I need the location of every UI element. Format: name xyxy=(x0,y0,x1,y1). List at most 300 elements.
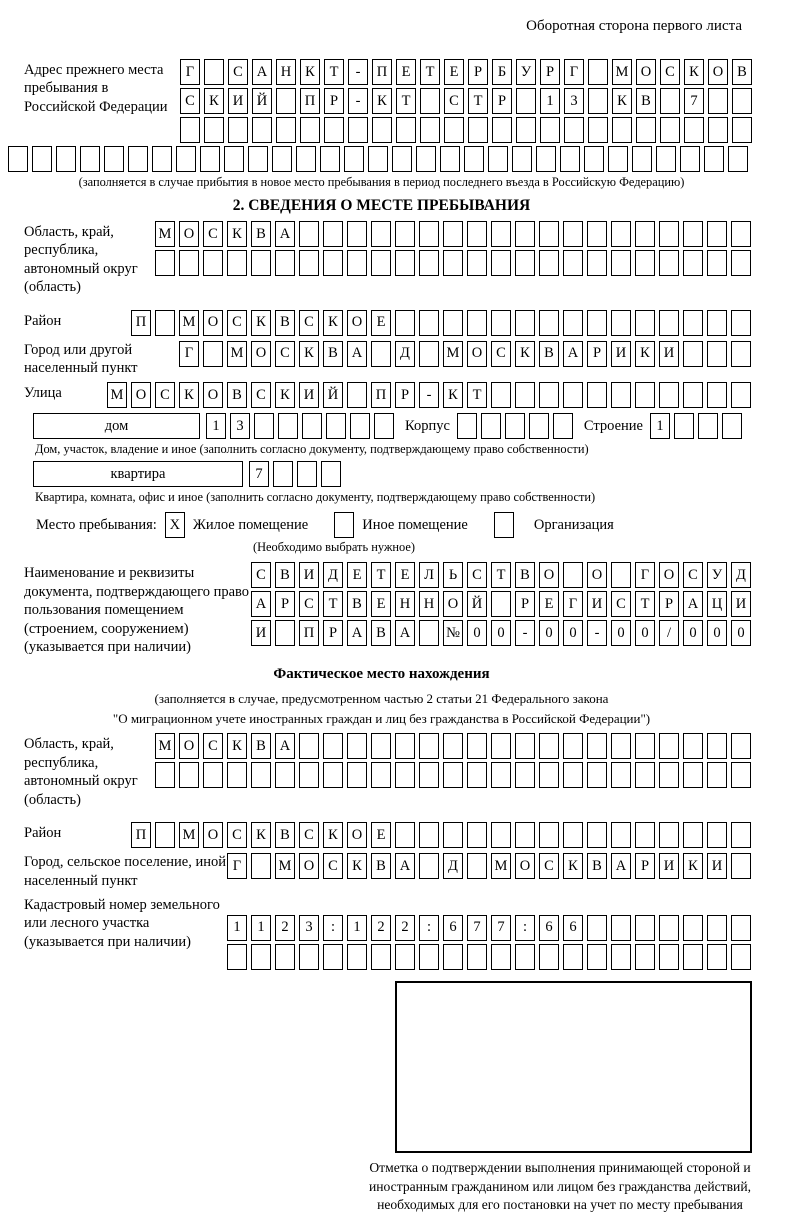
char-cell[interactable] xyxy=(491,822,511,848)
char-cell[interactable] xyxy=(324,117,344,143)
char-cell[interactable]: 3 xyxy=(564,88,584,114)
char-cell[interactable] xyxy=(323,762,343,788)
char-cell[interactable]: О xyxy=(587,562,607,588)
char-cell[interactable] xyxy=(419,822,439,848)
char-cell[interactable]: М xyxy=(155,733,175,759)
char-cell[interactable] xyxy=(467,310,487,336)
char-cell[interactable] xyxy=(488,146,508,172)
char-cell[interactable] xyxy=(372,117,392,143)
char-cell[interactable] xyxy=(707,310,727,336)
char-cell[interactable]: В xyxy=(371,620,391,646)
char-cell[interactable]: 1 xyxy=(540,88,560,114)
char-cell[interactable]: С xyxy=(660,59,680,85)
char-cell[interactable] xyxy=(323,944,343,970)
char-cell[interactable] xyxy=(396,117,416,143)
char-cell[interactable] xyxy=(587,944,607,970)
char-cell[interactable] xyxy=(656,146,676,172)
char-cell[interactable] xyxy=(732,117,752,143)
char-cell[interactable] xyxy=(347,944,367,970)
char-cell[interactable] xyxy=(374,413,394,439)
char-cell[interactable] xyxy=(272,146,292,172)
char-cell[interactable] xyxy=(468,117,488,143)
char-cell[interactable] xyxy=(587,915,607,941)
char-cell[interactable] xyxy=(491,382,511,408)
char-cell[interactable]: П xyxy=(372,59,392,85)
char-cell[interactable]: А xyxy=(275,221,295,247)
char-cell[interactable] xyxy=(275,620,295,646)
char-cell[interactable] xyxy=(443,822,463,848)
char-cell[interactable] xyxy=(350,413,370,439)
char-cell[interactable]: В xyxy=(732,59,752,85)
char-cell[interactable] xyxy=(731,915,751,941)
char-cell[interactable] xyxy=(707,762,727,788)
char-cell[interactable]: С xyxy=(491,341,511,367)
char-cell[interactable] xyxy=(659,310,679,336)
char-cell[interactable] xyxy=(587,382,607,408)
char-cell[interactable]: : xyxy=(515,915,535,941)
char-cell[interactable] xyxy=(395,822,415,848)
char-cell[interactable] xyxy=(275,762,295,788)
char-cell[interactable] xyxy=(515,382,535,408)
char-cell[interactable] xyxy=(515,733,535,759)
char-cell[interactable] xyxy=(224,146,244,172)
char-cell[interactable]: 1 xyxy=(650,413,670,439)
char-cell[interactable] xyxy=(587,250,607,276)
char-cell[interactable]: / xyxy=(659,620,679,646)
char-cell[interactable] xyxy=(297,461,317,487)
char-cell[interactable]: О xyxy=(659,562,679,588)
char-cell[interactable] xyxy=(680,146,700,172)
char-cell[interactable] xyxy=(563,562,583,588)
char-cell[interactable]: К xyxy=(372,88,392,114)
char-cell[interactable] xyxy=(612,117,632,143)
char-cell[interactable]: Г xyxy=(635,562,655,588)
char-cell[interactable] xyxy=(539,250,559,276)
char-cell[interactable] xyxy=(395,944,415,970)
char-cell[interactable] xyxy=(683,221,703,247)
char-cell[interactable]: Д xyxy=(323,562,343,588)
char-cell[interactable]: Г xyxy=(227,853,247,879)
char-cell[interactable] xyxy=(515,221,535,247)
char-cell[interactable] xyxy=(419,944,439,970)
char-cell[interactable]: И xyxy=(707,853,727,879)
char-cell[interactable] xyxy=(707,915,727,941)
char-cell[interactable] xyxy=(635,733,655,759)
char-cell[interactable]: М xyxy=(443,341,463,367)
char-cell[interactable]: А xyxy=(347,341,367,367)
char-cell[interactable]: Н xyxy=(419,591,439,617)
char-cell[interactable]: В xyxy=(251,221,271,247)
char-cell[interactable] xyxy=(563,382,583,408)
char-cell[interactable] xyxy=(635,221,655,247)
char-cell[interactable]: О xyxy=(179,221,199,247)
char-cell[interactable] xyxy=(467,853,487,879)
char-cell[interactable]: О xyxy=(347,310,367,336)
char-cell[interactable] xyxy=(491,591,511,617)
char-cell[interactable]: Е xyxy=(371,822,391,848)
char-cell[interactable]: 0 xyxy=(683,620,703,646)
char-cell[interactable]: - xyxy=(515,620,535,646)
char-cell[interactable]: Е xyxy=(396,59,416,85)
char-cell[interactable]: К xyxy=(251,310,271,336)
char-cell[interactable]: Н xyxy=(395,591,415,617)
char-cell[interactable]: О xyxy=(515,853,535,879)
char-cell[interactable] xyxy=(467,944,487,970)
char-cell[interactable] xyxy=(323,733,343,759)
char-cell[interactable]: С xyxy=(203,733,223,759)
char-cell[interactable]: В xyxy=(275,562,295,588)
char-cell[interactable]: Ц xyxy=(707,591,727,617)
char-cell[interactable]: Т xyxy=(468,88,488,114)
char-cell[interactable]: Р xyxy=(515,591,535,617)
char-cell[interactable]: М xyxy=(227,341,247,367)
char-cell[interactable] xyxy=(227,944,247,970)
char-cell[interactable] xyxy=(588,88,608,114)
char-cell[interactable] xyxy=(248,146,268,172)
char-cell[interactable] xyxy=(539,221,559,247)
char-cell[interactable] xyxy=(395,733,415,759)
char-cell[interactable] xyxy=(344,146,364,172)
char-cell[interactable]: 0 xyxy=(707,620,727,646)
char-cell[interactable] xyxy=(276,117,296,143)
char-cell[interactable] xyxy=(419,221,439,247)
char-cell[interactable] xyxy=(539,944,559,970)
char-cell[interactable]: С xyxy=(251,382,271,408)
char-cell[interactable] xyxy=(155,822,175,848)
char-cell[interactable]: Й xyxy=(323,382,343,408)
char-cell[interactable] xyxy=(443,733,463,759)
char-cell[interactable]: М xyxy=(275,853,295,879)
char-cell[interactable] xyxy=(563,250,583,276)
char-cell[interactable]: 3 xyxy=(299,915,319,941)
char-cell[interactable] xyxy=(155,250,175,276)
char-cell[interactable] xyxy=(80,146,100,172)
char-cell[interactable] xyxy=(443,250,463,276)
char-cell[interactable] xyxy=(299,221,319,247)
char-cell[interactable] xyxy=(529,413,549,439)
char-cell[interactable] xyxy=(515,310,535,336)
char-cell[interactable] xyxy=(659,733,679,759)
char-cell[interactable] xyxy=(320,146,340,172)
char-cell[interactable]: П xyxy=(371,382,391,408)
char-cell[interactable] xyxy=(684,117,704,143)
char-cell[interactable] xyxy=(392,146,412,172)
char-cell[interactable]: Й xyxy=(252,88,272,114)
char-cell[interactable]: В xyxy=(251,733,271,759)
char-cell[interactable] xyxy=(512,146,532,172)
char-cell[interactable]: Р xyxy=(275,591,295,617)
char-cell[interactable]: О xyxy=(708,59,728,85)
char-cell[interactable] xyxy=(300,117,320,143)
char-cell[interactable] xyxy=(635,310,655,336)
char-cell[interactable] xyxy=(228,117,248,143)
char-cell[interactable]: Т xyxy=(420,59,440,85)
char-cell[interactable]: Д xyxy=(443,853,463,879)
char-cell[interactable] xyxy=(56,146,76,172)
char-cell[interactable]: М xyxy=(107,382,127,408)
char-cell[interactable] xyxy=(683,762,703,788)
char-cell[interactable] xyxy=(203,250,223,276)
char-cell[interactable]: К xyxy=(515,341,535,367)
char-cell[interactable] xyxy=(8,146,28,172)
char-cell[interactable] xyxy=(491,944,511,970)
char-cell[interactable] xyxy=(440,146,460,172)
char-cell[interactable] xyxy=(683,944,703,970)
char-cell[interactable] xyxy=(515,762,535,788)
char-cell[interactable] xyxy=(708,117,728,143)
char-cell[interactable]: Е xyxy=(371,310,391,336)
char-cell[interactable]: С xyxy=(467,562,487,588)
char-cell[interactable] xyxy=(419,341,439,367)
char-cell[interactable]: С xyxy=(683,562,703,588)
char-cell[interactable] xyxy=(203,341,223,367)
char-cell[interactable]: К xyxy=(275,382,295,408)
char-cell[interactable]: К xyxy=(443,382,463,408)
char-cell[interactable] xyxy=(371,221,391,247)
char-cell[interactable] xyxy=(587,822,607,848)
char-cell[interactable] xyxy=(443,762,463,788)
char-cell[interactable] xyxy=(683,915,703,941)
char-cell[interactable] xyxy=(371,341,391,367)
char-cell[interactable] xyxy=(481,413,501,439)
char-cell[interactable] xyxy=(659,822,679,848)
char-cell[interactable]: О xyxy=(203,382,223,408)
char-cell[interactable] xyxy=(348,117,368,143)
char-cell[interactable]: С xyxy=(323,853,343,879)
char-cell[interactable]: М xyxy=(155,221,175,247)
char-cell[interactable] xyxy=(563,822,583,848)
char-cell[interactable] xyxy=(731,733,751,759)
char-cell[interactable] xyxy=(419,310,439,336)
char-cell[interactable]: 0 xyxy=(539,620,559,646)
char-cell[interactable] xyxy=(419,762,439,788)
char-cell[interactable] xyxy=(539,762,559,788)
char-cell[interactable]: В xyxy=(539,341,559,367)
char-cell[interactable]: 1 xyxy=(206,413,226,439)
char-cell[interactable]: И xyxy=(659,341,679,367)
char-cell[interactable] xyxy=(731,853,751,879)
char-cell[interactable] xyxy=(128,146,148,172)
char-cell[interactable]: 1 xyxy=(347,915,367,941)
char-cell[interactable] xyxy=(254,413,274,439)
char-cell[interactable] xyxy=(707,733,727,759)
char-cell[interactable]: Л xyxy=(419,562,439,588)
char-cell[interactable] xyxy=(636,117,656,143)
char-cell[interactable]: С xyxy=(275,341,295,367)
char-cell[interactable]: К xyxy=(204,88,224,114)
char-cell[interactable]: В xyxy=(227,382,247,408)
char-cell[interactable] xyxy=(707,221,727,247)
char-cell[interactable]: К xyxy=(299,341,319,367)
char-cell[interactable]: М xyxy=(612,59,632,85)
char-cell[interactable]: Т xyxy=(324,59,344,85)
char-cell[interactable] xyxy=(444,117,464,143)
char-cell[interactable] xyxy=(660,88,680,114)
char-cell[interactable]: О xyxy=(131,382,151,408)
char-cell[interactable]: - xyxy=(419,382,439,408)
char-cell[interactable]: К xyxy=(179,382,199,408)
char-cell[interactable] xyxy=(588,117,608,143)
char-cell[interactable] xyxy=(732,88,752,114)
char-cell[interactable]: 0 xyxy=(491,620,511,646)
char-cell[interactable]: П xyxy=(300,88,320,114)
char-cell[interactable] xyxy=(608,146,628,172)
char-cell[interactable] xyxy=(371,944,391,970)
char-cell[interactable] xyxy=(536,146,556,172)
char-cell[interactable] xyxy=(176,146,196,172)
char-cell[interactable] xyxy=(371,733,391,759)
char-cell[interactable] xyxy=(179,762,199,788)
char-cell[interactable]: 7 xyxy=(249,461,269,487)
char-cell[interactable] xyxy=(731,221,751,247)
char-cell[interactable] xyxy=(251,944,271,970)
char-cell[interactable] xyxy=(611,762,631,788)
char-cell[interactable] xyxy=(347,221,367,247)
char-cell[interactable]: Р xyxy=(395,382,415,408)
char-cell[interactable] xyxy=(321,461,341,487)
char-cell[interactable]: И xyxy=(299,382,319,408)
char-cell[interactable] xyxy=(587,310,607,336)
char-cell[interactable] xyxy=(540,117,560,143)
char-cell[interactable]: О xyxy=(203,822,223,848)
char-cell[interactable]: П xyxy=(299,620,319,646)
char-cell[interactable]: Ь xyxy=(443,562,463,588)
char-cell[interactable] xyxy=(200,146,220,172)
char-cell[interactable] xyxy=(467,250,487,276)
char-cell[interactable] xyxy=(275,944,295,970)
char-cell[interactable]: Т xyxy=(635,591,655,617)
char-cell[interactable]: 0 xyxy=(635,620,655,646)
char-cell[interactable] xyxy=(155,310,175,336)
char-cell[interactable] xyxy=(299,733,319,759)
char-cell[interactable] xyxy=(347,733,367,759)
char-cell[interactable] xyxy=(708,88,728,114)
stay-type-checkbox-other[interactable] xyxy=(334,512,354,538)
char-cell[interactable] xyxy=(516,88,536,114)
char-cell[interactable]: С xyxy=(227,310,247,336)
char-cell[interactable]: Р xyxy=(324,88,344,114)
char-cell[interactable] xyxy=(659,250,679,276)
char-cell[interactable] xyxy=(707,822,727,848)
char-cell[interactable] xyxy=(419,853,439,879)
char-cell[interactable] xyxy=(611,733,631,759)
char-cell[interactable]: М xyxy=(179,822,199,848)
char-cell[interactable] xyxy=(155,762,175,788)
char-cell[interactable]: Р xyxy=(492,88,512,114)
char-cell[interactable]: 3 xyxy=(230,413,250,439)
char-cell[interactable]: 0 xyxy=(731,620,751,646)
char-cell[interactable]: С xyxy=(539,853,559,879)
char-cell[interactable] xyxy=(722,413,742,439)
char-cell[interactable] xyxy=(464,146,484,172)
char-cell[interactable]: 2 xyxy=(275,915,295,941)
char-cell[interactable] xyxy=(276,88,296,114)
char-cell[interactable]: 6 xyxy=(539,915,559,941)
char-cell[interactable]: И xyxy=(587,591,607,617)
char-cell[interactable]: О xyxy=(467,341,487,367)
char-cell[interactable] xyxy=(563,944,583,970)
char-cell[interactable]: В xyxy=(323,341,343,367)
char-cell[interactable]: О xyxy=(251,341,271,367)
char-cell[interactable] xyxy=(731,762,751,788)
char-cell[interactable] xyxy=(179,250,199,276)
char-cell[interactable] xyxy=(32,146,52,172)
char-cell[interactable] xyxy=(467,733,487,759)
char-cell[interactable]: К xyxy=(347,853,367,879)
char-cell[interactable] xyxy=(395,250,415,276)
char-cell[interactable] xyxy=(443,221,463,247)
char-cell[interactable]: К xyxy=(251,822,271,848)
char-cell[interactable]: О xyxy=(347,822,367,848)
char-cell[interactable] xyxy=(539,822,559,848)
char-cell[interactable]: - xyxy=(587,620,607,646)
char-cell[interactable] xyxy=(698,413,718,439)
char-cell[interactable] xyxy=(227,250,247,276)
char-cell[interactable] xyxy=(683,382,703,408)
char-cell[interactable]: : xyxy=(419,915,439,941)
char-cell[interactable]: С xyxy=(299,310,319,336)
char-cell[interactable] xyxy=(564,117,584,143)
char-cell[interactable] xyxy=(683,822,703,848)
char-cell[interactable] xyxy=(227,762,247,788)
char-cell[interactable] xyxy=(419,620,439,646)
char-cell[interactable]: С xyxy=(444,88,464,114)
char-cell[interactable] xyxy=(152,146,172,172)
char-cell[interactable] xyxy=(505,413,525,439)
char-cell[interactable]: К xyxy=(683,853,703,879)
char-cell[interactable]: : xyxy=(323,915,343,941)
char-cell[interactable] xyxy=(563,221,583,247)
char-cell[interactable] xyxy=(587,762,607,788)
char-cell[interactable]: Р xyxy=(540,59,560,85)
char-cell[interactable] xyxy=(296,146,316,172)
char-cell[interactable] xyxy=(204,59,224,85)
char-cell[interactable]: А xyxy=(251,591,271,617)
char-cell[interactable] xyxy=(683,341,703,367)
stay-type-checkbox-residential[interactable]: X xyxy=(165,512,185,538)
char-cell[interactable]: А xyxy=(611,853,631,879)
char-cell[interactable]: И xyxy=(228,88,248,114)
char-cell[interactable] xyxy=(553,413,573,439)
char-cell[interactable]: И xyxy=(731,591,751,617)
char-cell[interactable]: К xyxy=(227,733,247,759)
char-cell[interactable] xyxy=(635,762,655,788)
char-cell[interactable] xyxy=(587,733,607,759)
char-cell[interactable] xyxy=(371,762,391,788)
char-cell[interactable] xyxy=(347,250,367,276)
char-cell[interactable] xyxy=(563,762,583,788)
char-cell[interactable]: С xyxy=(299,591,319,617)
char-cell[interactable]: Е xyxy=(444,59,464,85)
char-cell[interactable] xyxy=(299,250,319,276)
char-cell[interactable] xyxy=(395,221,415,247)
char-cell[interactable]: Д xyxy=(731,562,751,588)
char-cell[interactable] xyxy=(731,822,751,848)
char-cell[interactable]: О xyxy=(179,733,199,759)
char-cell[interactable]: 7 xyxy=(491,915,511,941)
char-cell[interactable] xyxy=(251,762,271,788)
char-cell[interactable] xyxy=(659,221,679,247)
char-cell[interactable]: А xyxy=(347,620,367,646)
char-cell[interactable] xyxy=(252,117,272,143)
char-cell[interactable] xyxy=(707,382,727,408)
char-cell[interactable] xyxy=(611,221,631,247)
char-cell[interactable] xyxy=(539,310,559,336)
char-cell[interactable]: И xyxy=(659,853,679,879)
char-cell[interactable] xyxy=(587,221,607,247)
char-cell[interactable]: И xyxy=(299,562,319,588)
char-cell[interactable] xyxy=(467,822,487,848)
